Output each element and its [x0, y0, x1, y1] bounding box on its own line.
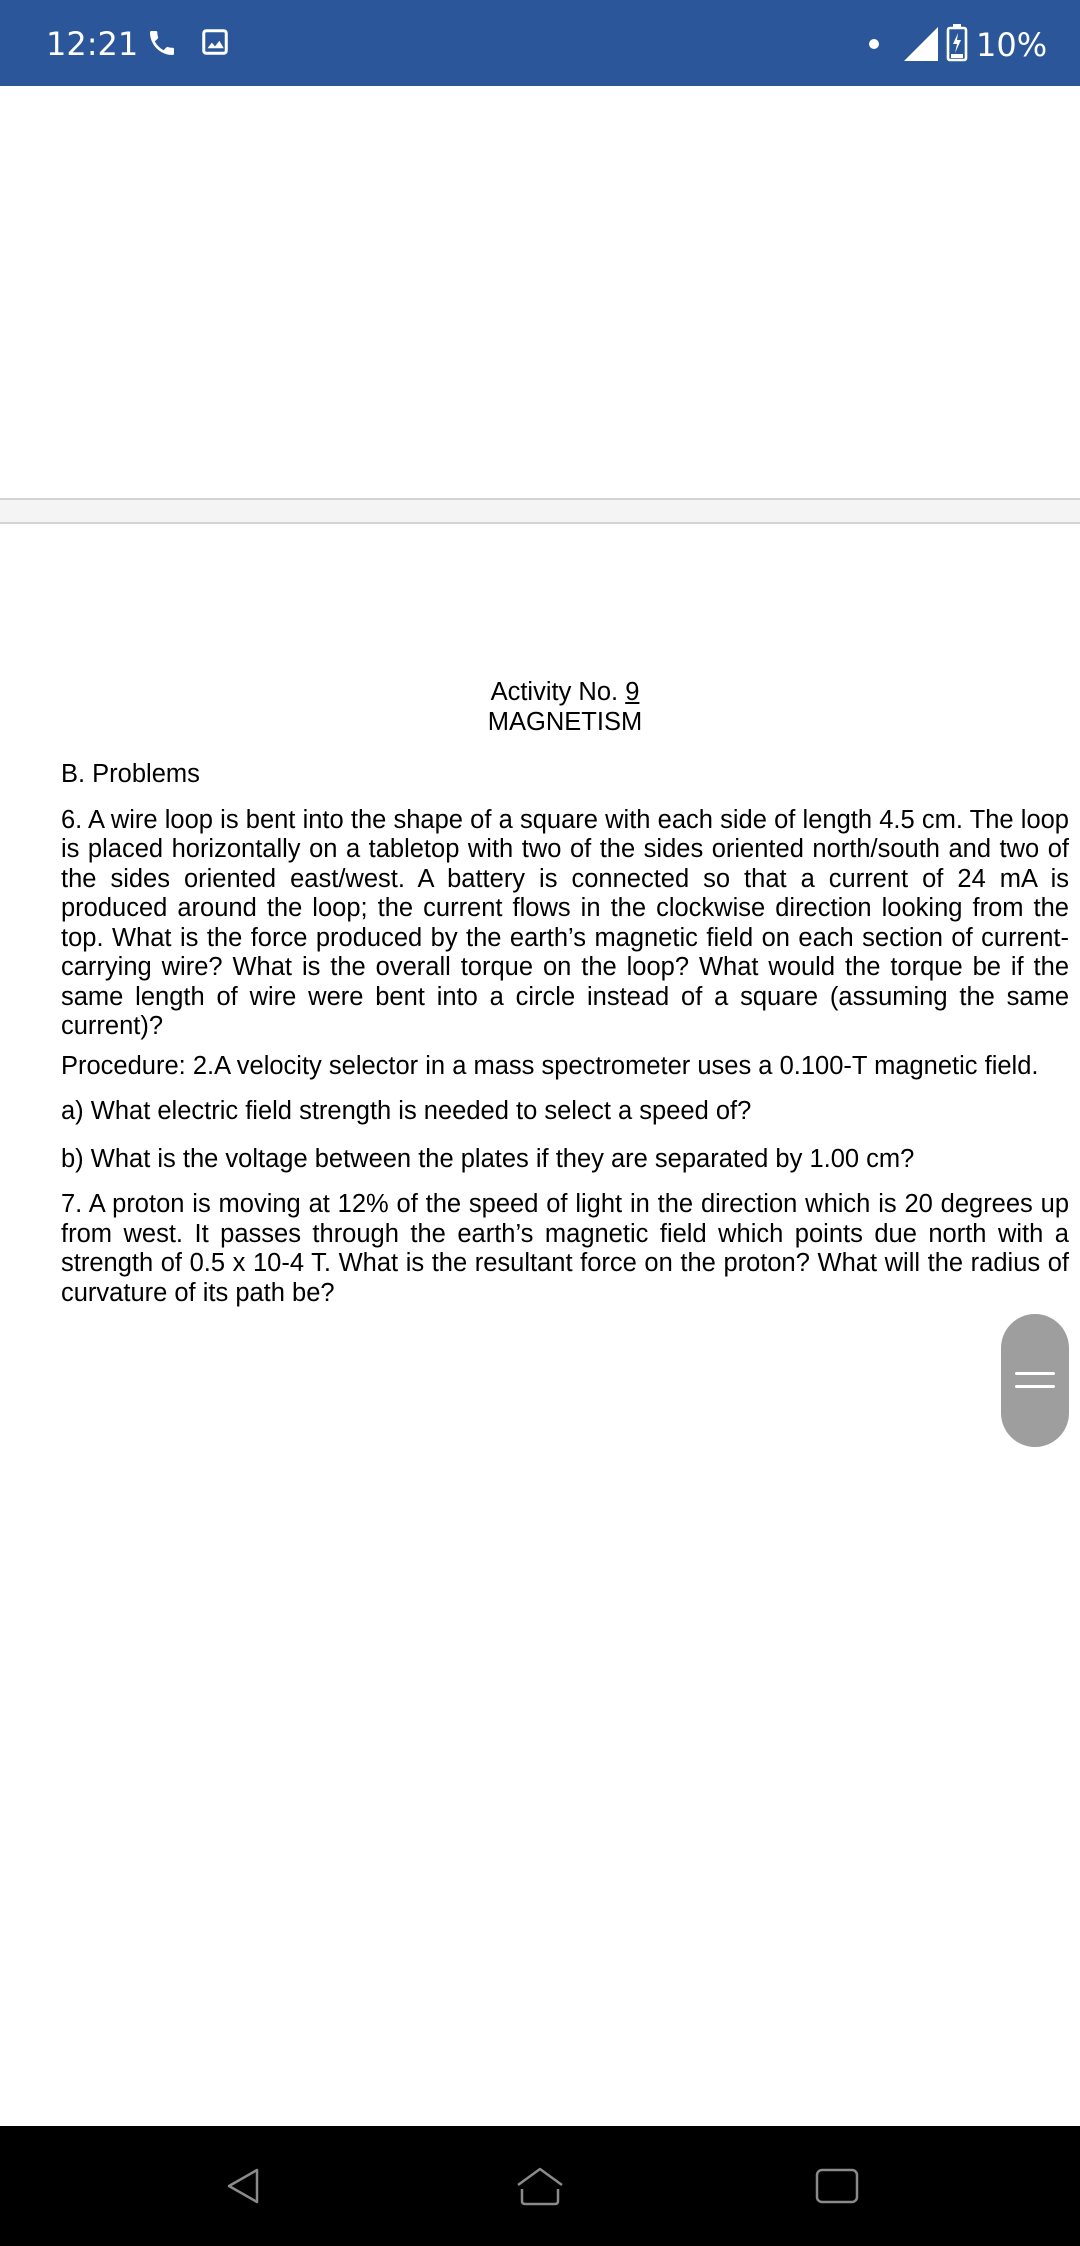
signal-icon	[904, 27, 938, 61]
back-icon	[223, 2166, 263, 2206]
home-icon	[516, 2165, 564, 2207]
section-title: B. Problems	[61, 760, 200, 788]
back-button[interactable]	[183, 2126, 303, 2246]
topic-title: MAGNETISM	[487, 707, 643, 736]
home-button[interactable]	[480, 2126, 600, 2246]
grip-line-bottom	[1015, 1385, 1055, 1388]
question-a: a) What electric field strength is needed to select a speed of?	[61, 1097, 752, 1125]
activity-heading	[61, 678, 1069, 708]
previous-page-area	[0, 86, 1080, 498]
procedure-2: Procedure: 2.A velocity selector in a mass spectrometer uses a 0.100-T magnetic field.	[61, 1051, 1039, 1080]
scroll-handle[interactable]	[1001, 1314, 1069, 1447]
problem-6: 6. A wire loop is bent into the shape of a square with each side of length 4.5 cm. The loop is placed horizontally on a tabletop with two of the sides oriented north/south and two of the sides oriented east/west. A battery is connected so that a current of 24 mA is produced around the loop; the current flows in the clockwise direction looking from the top. What is the force produced by the earth’s magnetic field on each section of current-carrying wire? What is the overall torque on the loop? What would the torque be if the same length of wire were bent into a circle instead of a square (assuming the same current)?	[61, 805, 1069, 1040]
battery-percent: 10%	[976, 26, 1048, 64]
image-icon	[200, 27, 230, 57]
document-content	[61, 678, 1069, 1318]
page-separator	[0, 498, 1080, 524]
battery-charging-icon	[946, 24, 968, 62]
dot-icon	[868, 38, 880, 50]
status-time: 12:21	[46, 25, 139, 63]
phone-icon	[146, 27, 178, 59]
problem-7: 7. A proton is moving at 12% of the speed of light in the direction which is 20 degrees up from west. It passes through the earth’s magnetic field which points due north with a strength of 0.5 x 10-4 T. What is the resultant force on the proton? What will the radius of curvature of its path be?	[61, 1190, 1069, 1307]
document-page[interactable]	[0, 524, 1080, 2126]
status-bar	[0, 0, 1080, 86]
grip-line-top	[1015, 1372, 1055, 1375]
question-b: b) What is the voltage between the plates if they are separated by 1.00 cm?	[61, 1144, 915, 1173]
activity-number: 9	[625, 678, 640, 706]
recents-button[interactable]	[777, 2126, 897, 2246]
activity-label: Activity No.	[490, 678, 619, 706]
recents-icon	[815, 2168, 859, 2204]
